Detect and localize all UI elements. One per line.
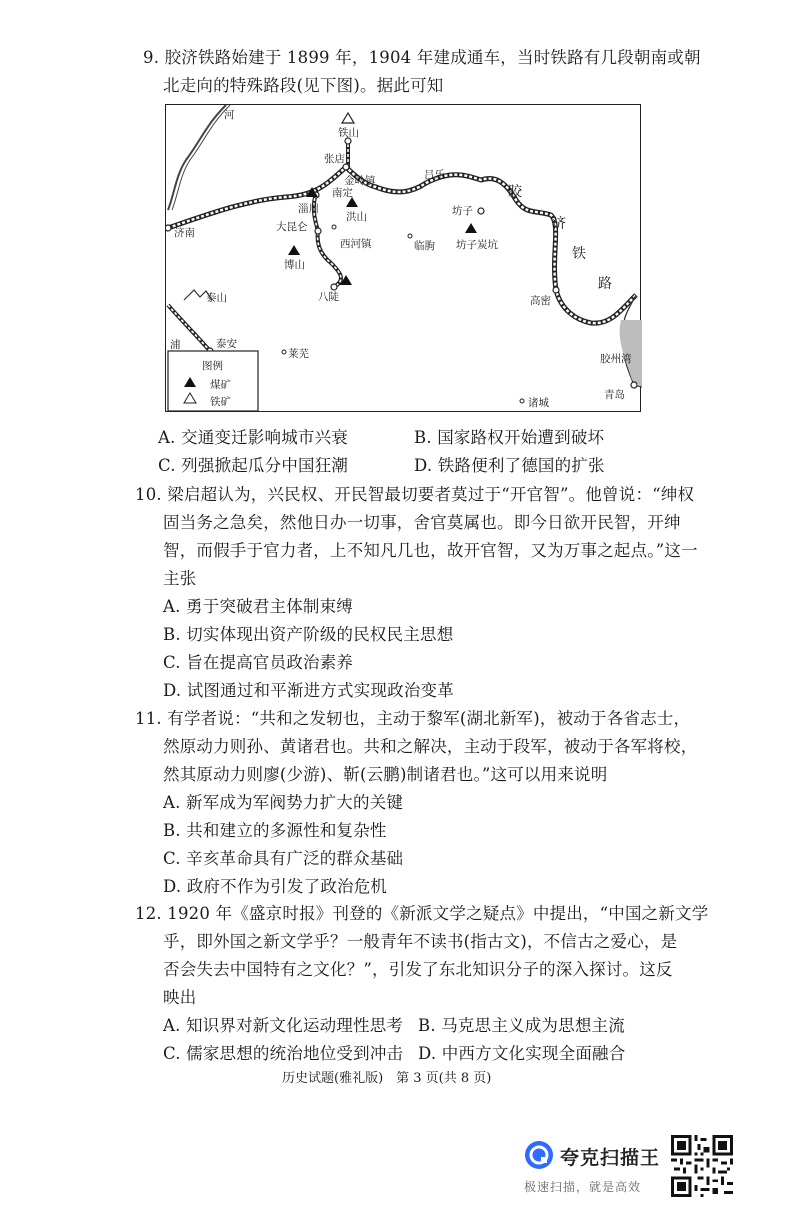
q10-option-d: D. 试图通过和平渐进方式实现政治变革 xyxy=(163,681,454,700)
q10-option-b: B. 切实体现出资产阶级的民权民主思想 xyxy=(163,625,454,644)
watermark-title: 夸克扫描王 xyxy=(560,1147,661,1169)
q9-option-a: A. 交通变迁影响城市兴衰 xyxy=(158,428,349,447)
label-laiwu: 莱芜 xyxy=(288,348,309,360)
label-jinlingzhen: 金岭镇 xyxy=(344,175,376,187)
q12-stem-line3: 否会失去中国特有之文化？”，引发了东北知识分子的深入探讨。这反 xyxy=(163,960,673,979)
legend-coal-label: 煤矿 xyxy=(210,379,231,391)
label-taishan: 泰山 xyxy=(206,292,227,304)
label-gaomi: 高密 xyxy=(530,295,551,307)
label-lele: 吕乐 xyxy=(424,169,445,181)
q11-stem-line2: 然原动力则孙、黄诸君也。共和之解决，主动于段军，被动于各军将校， xyxy=(163,737,698,756)
q12-option-b: B. 马克思主义成为思想主流 xyxy=(418,1016,625,1035)
label-taian: 泰安 xyxy=(216,338,237,350)
station-fangzi xyxy=(478,208,484,214)
watermark-subtitle: 极速扫描，就是高效 xyxy=(524,1180,642,1194)
q10-option-c: C. 旨在提高官员政治素养 xyxy=(163,653,354,672)
label-tieshan: 铁山 xyxy=(338,127,359,139)
label-linqu: 临朐 xyxy=(414,240,435,252)
label-jiaozhouwan: 胶州湾 xyxy=(600,353,632,365)
town-xihezhen xyxy=(332,225,336,229)
q11-option-b: B. 共和建立的多源性和复杂性 xyxy=(163,821,387,840)
label-zhucheng: 诸城 xyxy=(528,397,549,409)
label-nanding: 南定 xyxy=(332,187,353,199)
label-zhangdian: 张店 xyxy=(324,153,345,165)
q9-option-d: D. 铁路便利了德国的扩张 xyxy=(414,456,605,475)
label-balu: 八陡 xyxy=(318,291,339,303)
station-jinan xyxy=(166,225,171,231)
label-fangzi-mine: 坊子炭坑 xyxy=(456,239,498,251)
map-drawing xyxy=(166,105,642,413)
railway-char-4: 路 xyxy=(598,276,612,292)
q12-stem-line2: 乎，即外国之新文学乎？一般青年不读书(指古文)，不信古之爱心，是 xyxy=(163,932,678,951)
q10-stem-line2: 固当务之急矣，然他日办一切事，舍官莫属也。即今日欲开民智，开绅 xyxy=(163,513,681,532)
label-hongshan: 洪山 xyxy=(346,211,367,223)
q11-stem-line1: 11. 有学者说：“共和之发轫也，主动于黎军(湖北新军)，被动于各省志士， xyxy=(135,709,691,728)
river-line-2 xyxy=(172,105,230,210)
label-zichuan: 淄川 xyxy=(298,203,319,215)
label-dakunlun: 大昆仑 xyxy=(276,221,308,233)
q12-option-a: A. 知识界对新文化运动理性思考 xyxy=(163,1016,404,1035)
q10-stem-line3: 智，而假手于官力者，上不知凡几也，故开官智，又为万事之起点。”这一 xyxy=(163,541,698,560)
railway-char-2: 济 xyxy=(552,216,566,232)
station-qingdao xyxy=(631,382,637,388)
quark-logo-icon xyxy=(524,1140,554,1170)
station-dakunlun xyxy=(315,228,321,234)
q12-option-c: C. 儒家思想的统治地位受到冲击 xyxy=(163,1044,404,1063)
q12-stem-line1: 12. 1920 年《盛京时报》刊登的《新派文学之疑点》中提出，“中国之新文学 xyxy=(135,904,709,923)
q9-option-b: B. 国家路权开始遭到破坏 xyxy=(414,428,605,447)
station-gaomi xyxy=(553,287,559,293)
q11-option-a: A. 新军成为军阀势力扩大的关键 xyxy=(163,793,404,812)
label-boshan: 博山 xyxy=(284,259,305,271)
q9-stem-line1: 9. 胶济铁路始建于 1899 年，1904 年建成通车，当时铁路有几段朝南或朝 xyxy=(143,48,701,67)
label-jinan: 济南 xyxy=(174,227,195,239)
q10-stem-line1: 10. 梁启超认为，兴民权、开民智最切要者莫过于“开官智”。他曾说：“绅权 xyxy=(135,485,695,504)
town-laiwu xyxy=(282,350,286,354)
q12-option-d: D. 中西方文化实现全面融合 xyxy=(418,1044,626,1063)
legend-iron-label: 铁矿 xyxy=(210,396,231,408)
q9-stem-line2: 北走向的特殊路段(见下图)。据此可知 xyxy=(163,76,444,95)
label-pu: 浦 xyxy=(170,339,181,351)
q10-stem-line4: 主张 xyxy=(163,569,197,588)
q9-option-c: C. 列强掀起瓜分中国狂潮 xyxy=(158,456,349,475)
q12-stem-line4: 映出 xyxy=(163,988,197,1007)
label-xihezhen: 西河镇 xyxy=(340,238,372,250)
label-qingdao: 青岛 xyxy=(604,389,625,401)
q11-option-d: D. 政府不作为引发了政治危机 xyxy=(163,877,388,896)
jiaoji-railway xyxy=(168,167,636,323)
town-linqu xyxy=(408,234,412,238)
railway-char-1: 胶 xyxy=(508,184,522,200)
label-fangzi: 坊子 xyxy=(452,205,473,217)
page-footer: 历史试题(雅礼版) 第 3 页(共 8 页) xyxy=(282,1071,492,1086)
q11-stem-line3: 然其原动力则廖(少游)、靳(云鹏)制诸君也。”这可以用来说明 xyxy=(163,765,608,784)
railway-char-3: 铁 xyxy=(572,246,586,262)
qr-code-icon xyxy=(671,1135,733,1197)
q10-option-a: A. 勇于突破君主体制束缚 xyxy=(163,597,354,616)
legend-title: 图例 xyxy=(202,360,223,372)
railway-map xyxy=(165,104,641,412)
coal-mine-boshan-icon xyxy=(288,245,300,255)
label-river: 河 xyxy=(224,109,235,121)
town-zhucheng xyxy=(520,399,524,403)
q11-option-c: C. 辛亥革命具有广泛的群众基础 xyxy=(163,849,404,868)
coal-mine-fangzi-icon xyxy=(465,223,477,233)
iron-mine-tieshan-icon xyxy=(342,113,354,123)
